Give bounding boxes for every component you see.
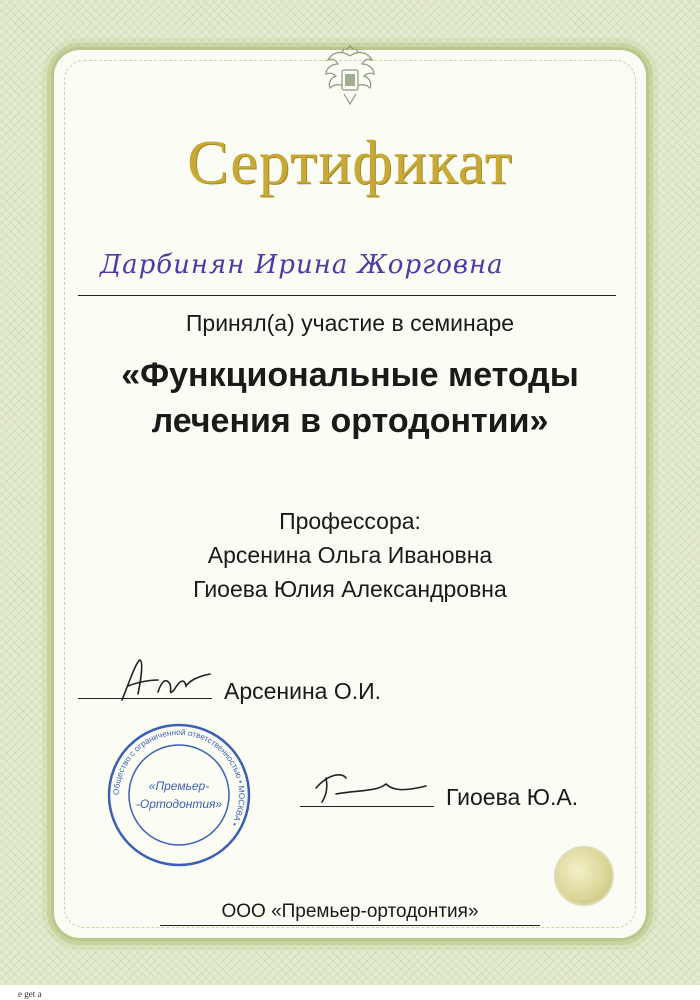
professors-label: Профессора: <box>279 508 421 534</box>
coat-of-arms-icon <box>318 44 382 110</box>
signature-line <box>300 806 434 807</box>
participation-text: Принял(а) участие в семинаре <box>185 310 515 336</box>
signature-gioeva <box>306 764 436 812</box>
certificate-title: Сертификат <box>187 129 513 197</box>
professor-name: Арсенина Ольга Ивановна <box>207 542 493 568</box>
scan-footnote: е get a <box>18 989 42 999</box>
signatory-name: Арсенина О.И. <box>224 678 382 704</box>
company-underline <box>160 925 540 926</box>
professor-name: Гиоева Юлия Александровна <box>193 576 507 602</box>
stamp-center-text-2: -Ортодонтия» <box>135 797 223 811</box>
signature-line <box>78 698 212 699</box>
signature-arsenina <box>110 650 220 710</box>
signatory-name: Гиоева Ю.А. <box>446 784 579 810</box>
hologram-seal-icon <box>556 848 612 904</box>
company-name: ООО «Премьер-ортодонтия» <box>221 901 479 922</box>
recipient-name-underline <box>78 295 616 296</box>
seminar-title: «Функциональные методы лечения в ортодонтии» <box>121 356 579 440</box>
stamp-outer-text: Общество с ограниченной ответственностью • МОСКВА • <box>111 727 247 828</box>
stamp-center-text-1: «Премьер- <box>148 779 210 793</box>
company-stamp <box>104 720 254 870</box>
recipient-name-handwritten: Дарбинян Ирина Жорговна <box>100 250 504 280</box>
